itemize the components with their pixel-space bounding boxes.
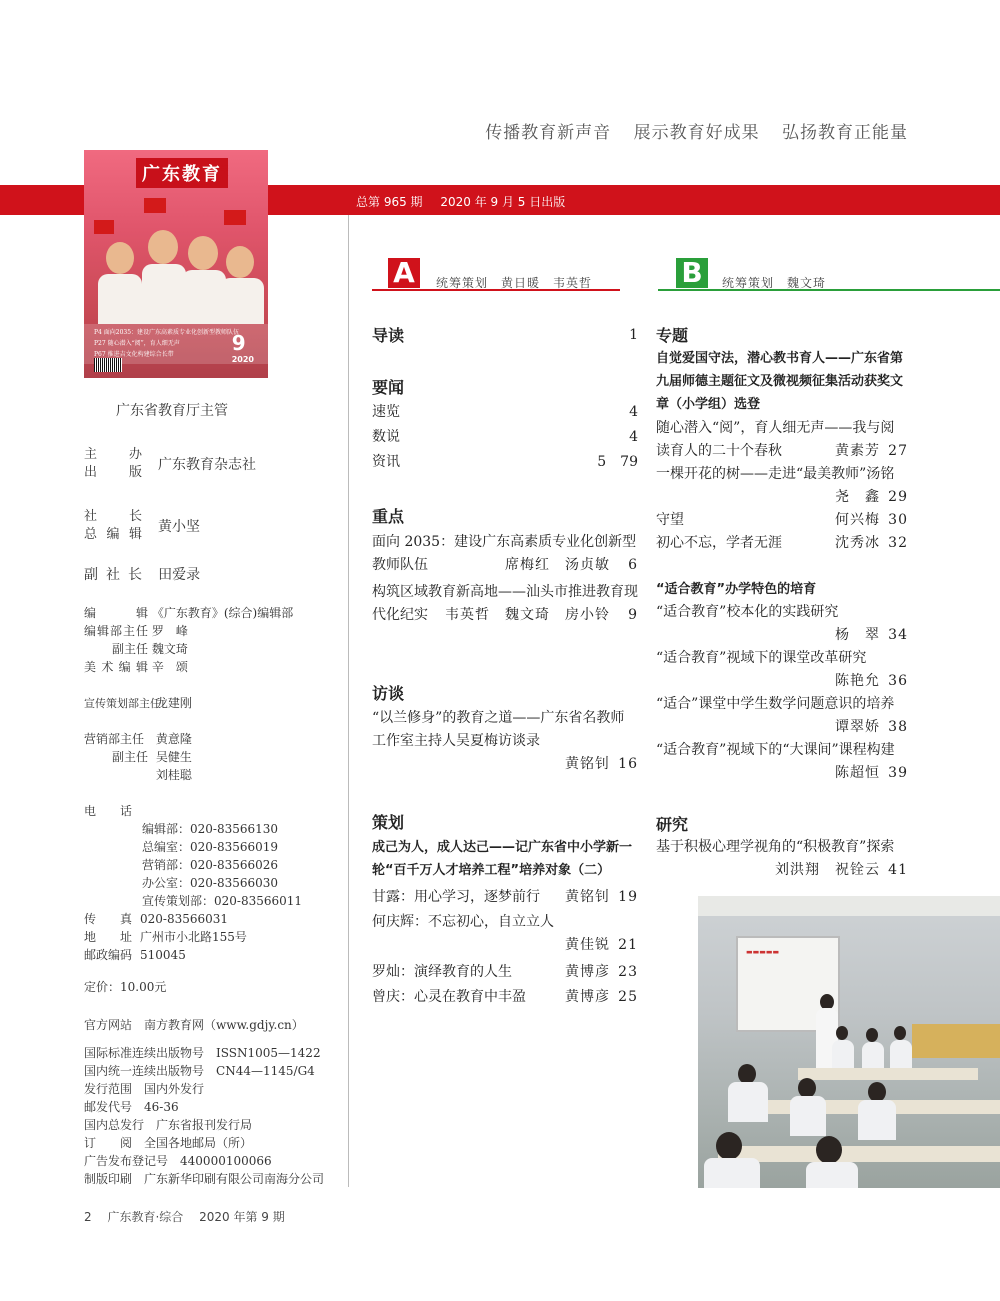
zhuanti-headline[interactable]: 自觉爱国守法，潜心教书育人——广东省第九届师德主题征文及微视频征集活动获奖文章（小学组）选登 xyxy=(656,351,904,412)
ceiling-shape xyxy=(698,896,1000,916)
marketing: 营销部主任 黄意隆 副主任 吴健生 刘桂聪 xyxy=(84,732,192,782)
cover-tag: P27 随心潜入“阅”，育人细无声 xyxy=(94,340,180,347)
classroom-photo xyxy=(698,896,1000,1188)
cat-cehua: 策划 xyxy=(372,813,405,832)
toc-entry[interactable]: 资讯 5 79 xyxy=(372,454,638,470)
toc-entry[interactable]: “适合教育”校本化的实践研究 杨 翠 34 xyxy=(656,604,908,643)
page-footer xyxy=(84,1208,297,1225)
sponsor: 广东省教育厅主管 xyxy=(116,403,228,419)
president-value: 黄小坚 xyxy=(158,519,200,535)
row-vice-president: 副 社 长 田爱录 xyxy=(84,567,201,583)
journal-name: 广东教育·综合 xyxy=(107,1210,184,1224)
page-number: 2 xyxy=(84,1210,92,1224)
cat-yaowen: 要闻 xyxy=(372,378,405,397)
host-value: 广东教育杂志社 xyxy=(158,457,256,473)
toc-entry[interactable]: 面向 2035：建设广东高素质专业化创新型教师队伍 席梅红 汤贞敏 6 xyxy=(372,534,638,573)
student-head xyxy=(716,1132,742,1160)
issue-date: 2020 年 9 月 5 日出版 xyxy=(440,195,566,209)
section-b-badge: B xyxy=(676,258,708,288)
section-b-rule xyxy=(658,289,1000,291)
toc-entry[interactable]: 何庆辉：不忘初心，自立立人 黄佳锐 21 xyxy=(372,914,638,953)
toc-entry[interactable]: “适合”课堂中学生数学问题意识的培养 谭翠娇 38 xyxy=(656,696,908,735)
daodu-page[interactable]: 1 xyxy=(629,327,638,343)
magazine-cover[interactable] xyxy=(84,150,268,378)
publication-info: 国际标准连续出版物号 ISSN1005—1422 国内统一连续出版物号 CN44—1145/G4 发行范围 国内外发行 邮发代号 46-36 国内总发行 广东省报刊发行局 订 阅 全国各地邮局（所） 广告发布登记号 440000100066 制版印刷 广东新华印刷有限公司南海分公司 xyxy=(84,1046,325,1186)
flag-shape xyxy=(224,210,246,225)
price: 定价：10.00元 xyxy=(84,980,167,994)
slogan-3: 弘扬教育正能量 xyxy=(782,123,908,143)
toc-entry[interactable]: 守望 何兴梅 30 xyxy=(656,512,908,528)
projection-screen: ▬▬▬▬▬ xyxy=(736,936,840,1032)
toc-entry[interactable]: 随心潜入“阅”，育人细无声——我与阅读育人的二十个春秋 黄素芳 27 xyxy=(656,420,908,459)
toc-entry[interactable]: 数说 4 xyxy=(372,429,638,445)
student-body xyxy=(806,1162,858,1188)
child-shirt xyxy=(98,274,142,324)
student-body xyxy=(790,1096,826,1136)
website: 官方网站 南方教育网（www.gdjy.cn） xyxy=(84,1018,304,1032)
student-body xyxy=(704,1158,760,1188)
student-head xyxy=(894,1026,906,1040)
student-head xyxy=(868,1082,886,1102)
cat-zhuanti: 专题 xyxy=(656,326,689,345)
cover-tag: P67 推进吉文化构建综合长带 xyxy=(94,351,174,358)
cover-masthead: 广东教育 xyxy=(136,158,228,188)
row-president: 社 长 总 编 辑 xyxy=(84,509,142,542)
toc-entry[interactable]: “适合教育”视域下的“大课间”课程构建 陈超恒 39 xyxy=(656,742,908,781)
child-face xyxy=(148,230,178,264)
cat-daodu: 导读 xyxy=(372,326,405,345)
slogan-2: 展示教育好成果 xyxy=(633,123,760,143)
toc-entry[interactable]: 初心不忘，学者无涯 沈秀冰 32 xyxy=(656,535,908,551)
child-face xyxy=(106,242,134,274)
toc-entry[interactable]: 基于积极心理学视角的“积极教育”探索 刘洪翔 祝铨云 41 xyxy=(656,839,908,878)
toc-entry[interactable]: “适合教育”视域下的课堂改革研究 陈艳允 36 xyxy=(656,650,908,689)
section-b-planners: 统筹策划 魏文琦 xyxy=(722,276,827,290)
desk-shape xyxy=(798,1068,978,1080)
section-a-badge: A xyxy=(388,258,420,288)
student-head xyxy=(738,1064,756,1084)
student-body xyxy=(890,1040,912,1068)
podium-shape xyxy=(912,1024,1000,1058)
flag-shape xyxy=(144,198,166,213)
toc-entry[interactable]: 速览 4 xyxy=(372,404,638,420)
issue-label: 2020 年第 9 期 xyxy=(199,1210,285,1224)
column-divider xyxy=(348,215,349,1187)
student-body xyxy=(832,1040,854,1068)
student-body xyxy=(858,1100,896,1140)
slogan xyxy=(469,118,908,143)
flag-shape xyxy=(94,220,114,234)
barcode-icon xyxy=(94,358,122,372)
slogan-1: 传播教育新声音 xyxy=(485,123,612,143)
toc-entry[interactable]: 构筑区域教育新高地——汕头市推进教育现代化纪实 韦英哲 魏文琦 房小铃 9 xyxy=(372,584,638,623)
row-host: 主 办 出 版 xyxy=(84,447,142,480)
promo-dept: 宣传策划部主任 龙建刚 xyxy=(84,696,192,710)
issue-total: 总第 965 期 xyxy=(356,195,423,209)
student-head xyxy=(816,1136,842,1164)
child-shirt xyxy=(142,264,186,324)
contact: 电 话 编辑部：020-83566130 总编室：020-83566019 营销部：020-83566026 办公室：020-83566030 宣传策划部：020-83566011 传 真 020-83566031 地 址 广州市小北路155号 邮政编码 510045 xyxy=(84,804,303,962)
desk-shape xyxy=(718,1146,1000,1162)
toc-entry[interactable]: 一棵开花的树——走进“最美教师”汤铭 尧 鑫 29 xyxy=(656,466,908,505)
toc-entry[interactable]: “以兰修身”的教育之道——广东省名教师工作室主持人吴夏梅访谈录 黄铭钊 16 xyxy=(372,710,638,772)
student-head xyxy=(866,1028,878,1042)
child-face xyxy=(188,236,218,270)
student-body xyxy=(862,1042,884,1068)
cat-fangtan: 访谈 xyxy=(372,684,405,703)
student-head xyxy=(798,1078,816,1098)
cover-sub: 综合 xyxy=(220,164,229,180)
issue-info xyxy=(356,193,579,210)
child-shirt xyxy=(220,278,264,324)
editors: 编 辑 《广东教育》(综合)编辑部 编辑部主任 罗 峰 副主任 魏文琦 美 术 编 辑 辛 颂 xyxy=(84,606,294,674)
toc-entry[interactable]: 曾庆：心灵在教育中丰盈 黄博彦 25 xyxy=(372,989,638,1005)
cat-zhongdian: 重点 xyxy=(372,507,405,526)
section-a-planners: 统筹策划 黄日暖 韦英哲 xyxy=(436,276,593,290)
toc-entry[interactable]: 罗灿：演绎教育的人生 黄博彦 23 xyxy=(372,964,638,980)
cat-yanjiu: 研究 xyxy=(656,815,689,834)
student-head xyxy=(836,1026,848,1040)
cover-number: 9 2020 xyxy=(231,331,254,364)
child-face xyxy=(226,246,254,278)
cehua-headline[interactable]: 成己为人，成人达己——记广东省中小学新一轮“百千万人才培养工程”培养对象（二） xyxy=(372,840,633,878)
cover-tag: P4 面向2035：建设广东高素质专业化创新型教师队伍 xyxy=(94,329,240,336)
shihe-headline[interactable]: “适合教育”办学特色的培育 xyxy=(656,582,817,597)
toc-entry[interactable]: 甘露：用心学习，逐梦前行 黄铭钊 19 xyxy=(372,889,638,905)
student-body xyxy=(728,1082,768,1122)
